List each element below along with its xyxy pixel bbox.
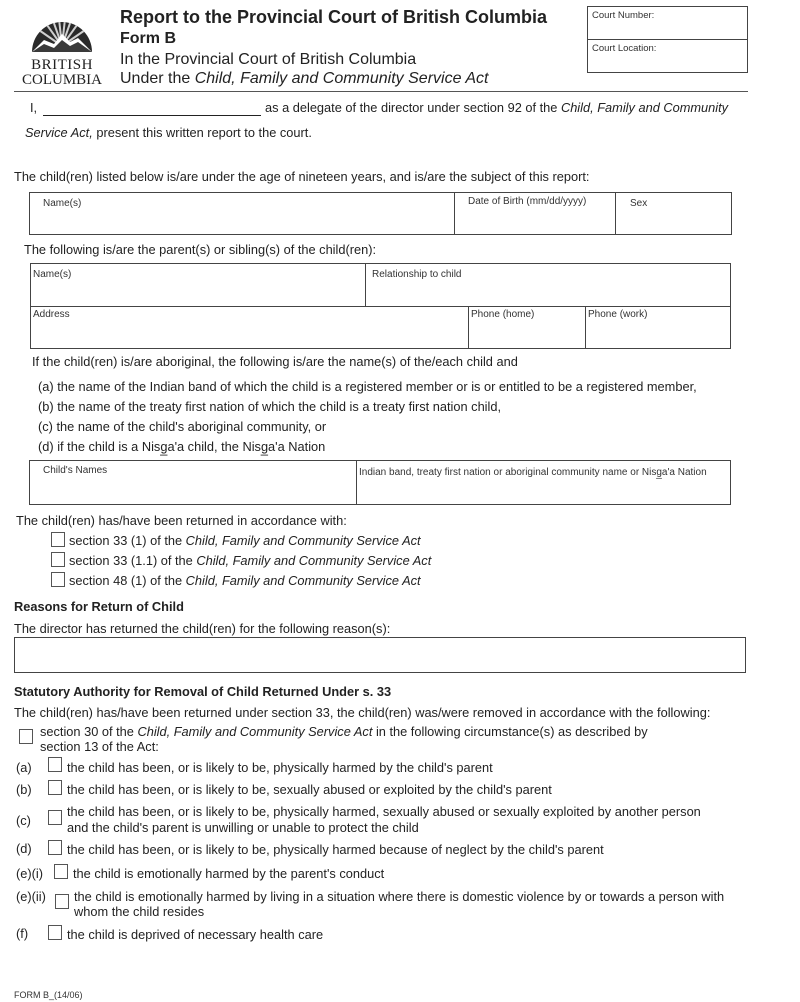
child-dob-field[interactable] [455, 193, 616, 234]
reasons-intro: The director has returned the child(ren) for the following reason(s): [14, 621, 391, 636]
item-f-label: the child is deprived of necessary health care [67, 927, 324, 942]
option-text: section 33 (1.1) of the [69, 553, 197, 568]
children-intro: The child(ren) listed below is/are under the age of nineteen years, and is/are the subject of this report: [14, 169, 590, 184]
s30-text: in the following circumstance(s) as described by [372, 724, 648, 739]
child-sex-label: Sex [630, 198, 648, 209]
intro-line-2 [25, 125, 312, 140]
act-name: Child, Family and Community Service Act [137, 724, 373, 739]
statutory-heading: Statutory Authority for Removal of Child Returned Under s. 33 [14, 684, 392, 699]
item-d-text: 'a Nation [275, 439, 326, 454]
aboriginal-item-b: (b) the name of the treaty first nation of which the child is a treaty first nation child, [38, 399, 502, 414]
reasons-field[interactable] [14, 637, 746, 673]
form-label: Form B [120, 30, 176, 47]
item-f-checkbox[interactable] [48, 925, 62, 940]
court-name: In the Provincial Court of British Columbia [120, 51, 417, 68]
bc-logo [14, 6, 110, 86]
header-divider [14, 91, 748, 92]
s33-1-checkbox[interactable] [51, 532, 65, 547]
s30-label [40, 724, 648, 739]
court-number-label: Court Number: [592, 10, 655, 21]
i-label: I, [30, 100, 38, 115]
aboriginal-table [29, 460, 731, 505]
statutory-intro: The child(ren) has/have been returned under section 33, the child(ren) was/were removed in accordance with the following: [14, 705, 711, 720]
item-ei-checkbox[interactable] [54, 864, 68, 879]
intro-text: present this written report to the court. [92, 125, 312, 140]
s30-text: section 30 of the [40, 724, 138, 739]
item-d-text: (d) if the child is a Nis [38, 439, 161, 454]
aboriginal-intro: If the child(ren) is/are aboriginal, the following is/are the name(s) of the/each child and [32, 354, 518, 369]
s33-1-1-label [69, 553, 431, 568]
phone-home-field[interactable] [469, 307, 586, 348]
item-c-checkbox[interactable] [48, 810, 62, 825]
band-name-field[interactable] [357, 461, 730, 504]
option-text: section 33 (1) of the [69, 533, 186, 548]
item-a-checkbox[interactable] [48, 757, 62, 772]
form-code: FORM B_(14/06) [14, 990, 83, 1000]
item-d-marker: (d) [16, 841, 32, 856]
aboriginal-item-c: (c) the name of the child's aboriginal community, or [38, 419, 327, 434]
phone-work-label: Phone (work) [588, 309, 648, 320]
item-eii-marker: (e)(ii) [16, 889, 46, 904]
logo-text-columbia: COLUMBIA [21, 72, 102, 88]
item-c-label: the child has been, or is likely to be, physically harmed, sexually abused or sexually exploited by another person [67, 804, 701, 819]
parents-intro: The following is/are the parent(s) or sibling(s) of the child(ren): [24, 242, 377, 257]
item-ei-marker: (e)(i) [16, 866, 44, 881]
option-text: section 48 (1) of the [69, 573, 186, 588]
item-a-label: the child has been, or is likely to be, physically harmed by the child's parent [67, 760, 493, 775]
s30-checkbox[interactable] [19, 729, 33, 744]
address-label: Address [33, 309, 70, 320]
court-number-field[interactable] [588, 7, 747, 40]
act-name: Service Act, [25, 125, 93, 140]
item-b-marker: (b) [16, 782, 32, 797]
returned-intro: The child(ren) has/have been returned in accordance with: [16, 513, 347, 528]
band-name-label: Indian band, treaty first nation or aboriginal community name or Nisg̲a'a Nation [359, 467, 707, 478]
act-name: Child, Family and Community Service Act [185, 573, 421, 588]
under-act-line [120, 70, 488, 88]
s48-1-checkbox[interactable] [51, 572, 65, 587]
childs-names-field[interactable] [30, 461, 357, 504]
parent-name-field[interactable] [31, 264, 366, 307]
relationship-label: Relationship to child [372, 269, 462, 280]
item-eii-label: the child is emotionally harmed by living in a situation where there is domestic violence by or towards a person with [74, 889, 725, 904]
intro-line-1-text [265, 100, 728, 115]
s48-1-label [69, 573, 421, 588]
address-field[interactable] [31, 307, 469, 348]
children-table [29, 192, 732, 235]
child-name-field[interactable] [30, 193, 455, 234]
under-prefix: Under the [120, 70, 195, 87]
phone-work-field[interactable] [586, 307, 730, 348]
item-c-marker: (c) [16, 813, 31, 828]
court-info-box [587, 6, 748, 73]
item-b-checkbox[interactable] [48, 780, 62, 795]
child-dob-label: Date of Birth (mm/dd/yyyy) [468, 196, 587, 207]
reasons-heading: Reasons for Return of Child [14, 599, 184, 614]
childs-names-label: Child's Names [43, 465, 108, 476]
item-d-label: the child has been, or is likely to be, physically harmed because of neglect by the child's parent [67, 842, 604, 857]
parent-name-label: Name(s) [33, 269, 72, 280]
s30-label-line2: section 13 of the Act: [40, 739, 159, 754]
item-d-checkbox[interactable] [48, 840, 62, 855]
item-f-marker: (f) [16, 926, 29, 941]
act-name: Child, Family and Community [560, 100, 729, 115]
item-eii-label-line2: whom the child resides [74, 904, 205, 919]
aboriginal-item-d [38, 439, 325, 454]
item-d-text: g̲a [260, 439, 276, 454]
item-d-text: 'a child, the Nis [174, 439, 261, 454]
child-name-label: Name(s) [43, 198, 82, 209]
act-name: Child, Family and Community Service Act [194, 70, 489, 87]
bc-sun-mountain-icon [14, 6, 110, 56]
act-name: Child, Family and Community Service Act [185, 533, 421, 548]
item-a-marker: (a) [16, 760, 32, 775]
delegate-name-field[interactable] [43, 100, 261, 116]
page-title: Report to the Provincial Court of British Columbia [120, 7, 548, 27]
parents-table [30, 263, 731, 349]
item-eii-checkbox[interactable] [55, 894, 69, 909]
item-b-label: the child has been, or is likely to be, sexually abused or exploited by the child's parent [67, 782, 552, 797]
act-name: Child, Family and Community Service Act [196, 553, 432, 568]
item-d-text: g̲a [160, 439, 175, 454]
court-location-field[interactable] [588, 40, 747, 72]
s33-1-1-checkbox[interactable] [51, 552, 65, 567]
item-ei-label: the child is emotionally harmed by the parent's conduct [73, 866, 385, 881]
s33-1-label [69, 533, 421, 548]
phone-home-label: Phone (home) [471, 309, 535, 320]
court-location-label: Court Location: [592, 43, 657, 54]
intro-text: as a delegate of the director under section 92 of the [265, 100, 561, 115]
aboriginal-item-a: (a) the name of the Indian band of which the child is a registered member or is or entitled to be a registered member, [38, 379, 697, 394]
relationship-field[interactable] [366, 264, 730, 307]
item-c-label-line2: and the child's parent is unwilling or unable to protect the child [67, 820, 419, 835]
child-sex-field[interactable] [616, 193, 731, 234]
logo-text-british: BRITISH [31, 57, 93, 73]
